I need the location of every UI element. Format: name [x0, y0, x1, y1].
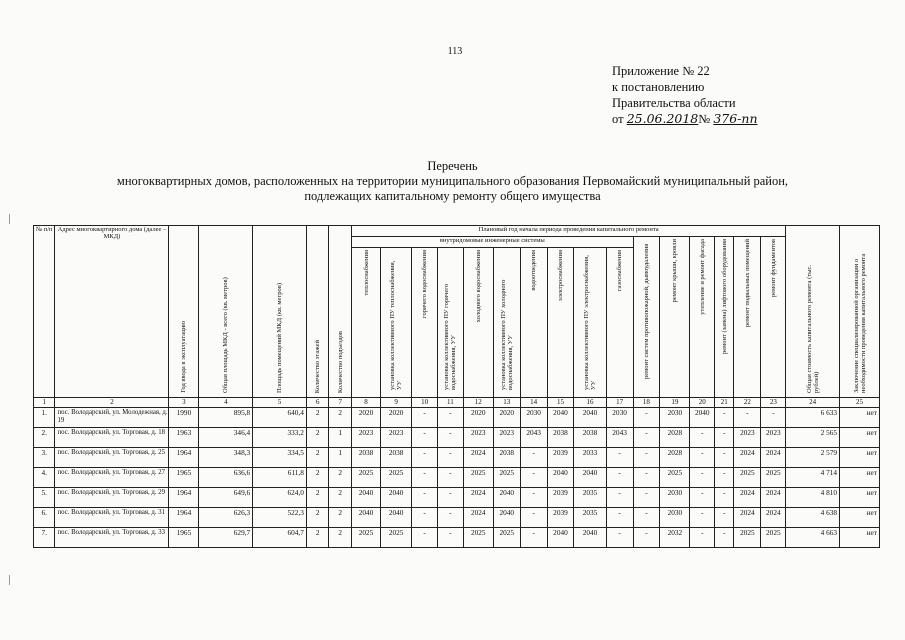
table-cell: 2043	[606, 428, 633, 448]
table-cell: 2038	[547, 428, 574, 448]
table-cell: 2028	[660, 428, 690, 448]
table-cell: 2040	[574, 468, 606, 488]
table-cell: 2025	[493, 528, 520, 548]
header-col-12: холодного водоснабжения	[474, 250, 482, 323]
address-cell: пос. Володарский, ул. Торговая, д. 29	[55, 488, 169, 508]
header-year: Год ввода в эксплуатацию	[180, 321, 188, 393]
header-col-22: ремонт подвальных помещений	[743, 239, 751, 328]
table-cell: 2020	[352, 408, 381, 428]
table-cell: -	[715, 448, 734, 468]
table-row	[34, 488, 880, 508]
table-cell: -	[606, 468, 633, 488]
table-cell: 2025	[352, 528, 381, 548]
table-cell: -	[761, 408, 786, 428]
table-body	[34, 398, 880, 548]
table-cell: 2 579	[786, 448, 840, 468]
annex-date: 25.06.2018	[626, 111, 699, 126]
table-cell: 604,7	[253, 528, 307, 548]
table-row	[34, 448, 880, 468]
table-cell: 2040	[352, 488, 381, 508]
annex-block	[612, 63, 758, 127]
table-cell: 2040	[574, 408, 606, 428]
column-number-cell: 13	[493, 398, 520, 408]
table-cell: -	[437, 448, 463, 468]
table-cell: 2038	[381, 448, 412, 468]
table-cell: 2025	[761, 468, 786, 488]
table-cell: -	[437, 468, 463, 488]
table-cell: -	[633, 408, 660, 428]
table-row	[34, 468, 880, 488]
table-cell: -	[690, 508, 715, 528]
header-col-13: установка коллективного ПУ холодного водоснабжения, УУ	[499, 279, 514, 390]
column-number-cell: 4	[199, 398, 253, 408]
table-cell: -	[715, 528, 734, 548]
table-cell: 334,5	[253, 448, 307, 468]
table-cell: 2	[306, 408, 329, 428]
table-cell: 2024	[761, 448, 786, 468]
header-address: Адрес многоквартирного дома (далее – МКД)	[55, 226, 169, 398]
table-cell: 2025	[761, 528, 786, 548]
table-cell: -	[520, 508, 547, 528]
table-cell: 2040	[493, 508, 520, 528]
table-cell: 2039	[547, 508, 574, 528]
table-cell: 624,0	[253, 488, 307, 508]
table-cell: -	[715, 468, 734, 488]
header-col-23: ремонт фундаментов	[769, 239, 777, 297]
table-cell: 2038	[493, 448, 520, 468]
table-cell: -	[412, 468, 438, 488]
table-cell: 7.	[34, 528, 55, 548]
page-number: 113	[447, 46, 463, 57]
header-conclusion: Заключение специализированной организации о необходимости проведения капитального ремонта	[852, 253, 867, 393]
column-number-row	[34, 398, 880, 408]
table-cell: -	[412, 508, 438, 528]
table-cell: 2020	[381, 408, 412, 428]
table-cell: -	[412, 488, 438, 508]
table-cell: 1990	[169, 408, 199, 428]
table-cell: -	[606, 528, 633, 548]
table-cell: -	[437, 408, 463, 428]
table-cell: 2025	[734, 468, 761, 488]
annex-number: 376-пп	[713, 111, 758, 126]
table-cell: 2025	[660, 468, 690, 488]
table-cell: 2	[306, 488, 329, 508]
table-cell: 629,7	[199, 528, 253, 548]
header-total-cost: Общая стоимость капитального ремонта (тыс. рублей)	[805, 265, 820, 393]
table-cell: 2	[329, 508, 352, 528]
header-floors: Количество этажей	[314, 339, 322, 393]
table-cell: -	[715, 488, 734, 508]
table-cell: 2040	[574, 528, 606, 548]
table-cell: 2030	[606, 408, 633, 428]
table-cell: -	[690, 488, 715, 508]
table-cell: -	[412, 408, 438, 428]
table-cell: 2025	[381, 528, 412, 548]
table-cell: -	[520, 488, 547, 508]
header-col-18: ремонт систем противопожарной, дымоудаления	[642, 243, 650, 379]
column-number-cell: 1	[34, 398, 55, 408]
table-cell: 2040	[352, 508, 381, 528]
header-col-14: водоотведения	[530, 250, 538, 291]
table-cell: 1965	[169, 528, 199, 548]
table-cell: 2020	[463, 408, 493, 428]
column-number-cell: 5	[253, 398, 307, 408]
table-cell: 636,6	[199, 468, 253, 488]
table-cell: -	[633, 528, 660, 548]
table-cell: 2024	[761, 508, 786, 528]
table-cell: нет	[840, 408, 880, 428]
header-col-9: установка коллективного ПУ теплоснабжения, УУ	[389, 260, 404, 390]
table-cell: 2 565	[786, 428, 840, 448]
table-cell: 2038	[574, 428, 606, 448]
table-cell: 2023	[352, 428, 381, 448]
table-cell: 2024	[734, 488, 761, 508]
column-number-cell: 11	[437, 398, 463, 408]
table-cell: 4 714	[786, 468, 840, 488]
table-cell: 1964	[169, 488, 199, 508]
table-cell: 6 633	[786, 408, 840, 428]
table-cell: -	[520, 448, 547, 468]
table-cell: -	[690, 448, 715, 468]
table-cell: 2023	[493, 428, 520, 448]
table-cell: -	[412, 528, 438, 548]
table-cell: нет	[840, 448, 880, 468]
table-cell: 1964	[169, 508, 199, 528]
column-number-cell: 22	[734, 398, 761, 408]
annex-number-label: №	[698, 112, 711, 126]
column-number-cell: 6	[306, 398, 329, 408]
column-number-cell: 2	[55, 398, 169, 408]
table-cell: 5.	[34, 488, 55, 508]
table-cell: -	[437, 508, 463, 528]
table-cell: 2033	[574, 448, 606, 468]
table-cell: -	[690, 468, 715, 488]
table-cell: 1965	[169, 468, 199, 488]
table-cell: 2040	[493, 488, 520, 508]
table-cell: 2023	[761, 428, 786, 448]
table-cell: 6.	[34, 508, 55, 528]
title-line-3: подлежащих капитальному ремонту общего имущества	[304, 189, 601, 203]
table-row	[34, 408, 880, 428]
annex-from-label: от	[612, 112, 624, 126]
table-cell: 2	[306, 508, 329, 528]
header-engineering-systems: внутридомовые инженерные системы	[352, 237, 633, 248]
table-cell: 626,3	[199, 508, 253, 528]
table-cell: 2024	[463, 488, 493, 508]
table-cell: -	[633, 448, 660, 468]
margin-mark	[9, 575, 10, 585]
table-cell: 2025	[381, 468, 412, 488]
table-cell: 2	[329, 408, 352, 428]
table-cell: 2023	[734, 428, 761, 448]
table-cell: 2025	[463, 528, 493, 548]
column-number-cell: 16	[574, 398, 606, 408]
table-cell: -	[633, 468, 660, 488]
column-number-cell: 3	[169, 398, 199, 408]
column-number-cell: 9	[381, 398, 412, 408]
table-cell: 4 638	[786, 508, 840, 528]
column-number-cell: 14	[520, 398, 547, 408]
table-cell: -	[690, 428, 715, 448]
table-cell: 2	[306, 468, 329, 488]
column-number-cell: 8	[352, 398, 381, 408]
header-area-rooms: Площадь помещений МКД (кв. метров)	[276, 283, 284, 393]
table-cell: 2039	[547, 488, 574, 508]
table-cell: 4 810	[786, 488, 840, 508]
address-cell: пос. Володарский, ул. Торговая, д. 33	[55, 528, 169, 548]
table-cell: 1	[329, 428, 352, 448]
table-cell: -	[606, 448, 633, 468]
annex-line-2: к постановлению	[612, 80, 705, 94]
table-cell: нет	[840, 508, 880, 528]
table-cell: 2040	[690, 408, 715, 428]
header-area-total: Общая площадь МКД - всего (кв. метров)	[222, 277, 230, 393]
table-cell: 2	[306, 448, 329, 468]
table-cell: -	[715, 428, 734, 448]
table-cell: -	[734, 408, 761, 428]
table-cell: 2	[329, 528, 352, 548]
annex-title: Приложение № 22	[612, 64, 710, 78]
address-cell: пос. Володарский, ул. Молодежная, д. 19	[55, 408, 169, 428]
document-title	[20, 159, 885, 204]
table-cell: 2024	[463, 508, 493, 528]
table-cell: 2.	[34, 428, 55, 448]
table-cell: 2030	[660, 488, 690, 508]
table-cell: 2040	[547, 468, 574, 488]
table-cell: -	[412, 448, 438, 468]
table-cell: 2030	[660, 408, 690, 428]
column-number-cell: 17	[606, 398, 633, 408]
table-cell: 1963	[169, 428, 199, 448]
table-cell: 649,6	[199, 488, 253, 508]
column-number-cell: 7	[329, 398, 352, 408]
table-cell: 2023	[381, 428, 412, 448]
table-cell: 2025	[493, 468, 520, 488]
address-cell: пос. Володарский, ул. Торговая, д. 25	[55, 448, 169, 468]
column-number-cell: 24	[786, 398, 840, 408]
table-cell: нет	[840, 468, 880, 488]
table-cell: -	[606, 488, 633, 508]
header-col-19: ремонт крыши, кровли	[671, 239, 679, 303]
column-number-cell: 23	[761, 398, 786, 408]
table-cell: 1.	[34, 408, 55, 428]
header-col-21: ремонт (замена) лифтового оборудования	[720, 239, 728, 354]
table-cell: 2020	[493, 408, 520, 428]
header-col-20: утепление и ремонт фасада	[698, 239, 706, 315]
table-cell: 2024	[463, 448, 493, 468]
annex-line-3: Правительства области	[612, 96, 736, 110]
address-cell: пос. Володарский, ул. Торговая, д. 31	[55, 508, 169, 528]
table-cell: -	[690, 528, 715, 548]
margin-mark	[9, 214, 10, 224]
table-cell: 2039	[547, 448, 574, 468]
table-cell: нет	[840, 488, 880, 508]
table-cell: 2024	[734, 448, 761, 468]
column-number-cell: 12	[463, 398, 493, 408]
title-line-2: многоквартирных домов, расположенных на территории муниципального образования Первомайский муниципальный район,	[116, 174, 789, 188]
header-col-17: газоснабжения	[616, 250, 624, 292]
table-cell: -	[437, 488, 463, 508]
table-cell: -	[437, 528, 463, 548]
table-cell: 2038	[352, 448, 381, 468]
table-cell: 2	[306, 528, 329, 548]
header-col-15: электроснабжения	[556, 250, 564, 302]
table-cell: 522,3	[253, 508, 307, 528]
column-number-cell: 21	[715, 398, 734, 408]
table-cell: 2032	[660, 528, 690, 548]
title-line-1: Перечень	[427, 159, 478, 173]
table-cell: -	[715, 508, 734, 528]
header-col-10: горячего водоснабжения	[421, 250, 429, 318]
table-cell: -	[437, 428, 463, 448]
table-cell: 2028	[660, 448, 690, 468]
table-cell: 2040	[381, 488, 412, 508]
table-cell: 346,4	[199, 428, 253, 448]
table-cell: 2025	[463, 468, 493, 488]
table-cell: 2030	[660, 508, 690, 528]
table-cell: 2035	[574, 508, 606, 528]
capital-repair-table	[33, 225, 880, 548]
table-cell: 4.	[34, 468, 55, 488]
column-number-cell: 20	[690, 398, 715, 408]
table-cell: 2035	[574, 488, 606, 508]
header-col-16: установка коллективного ПУ электроснабжения, УУ	[583, 255, 598, 390]
table-cell: -	[633, 508, 660, 528]
table-cell: -	[520, 528, 547, 548]
table-cell: 333,2	[253, 428, 307, 448]
header-num: № п/п	[34, 226, 55, 398]
table-row	[34, 508, 880, 528]
table-cell: -	[606, 508, 633, 528]
table-cell: нет	[840, 528, 880, 548]
address-cell: пос. Володарский, ул. Торговая, д. 18	[55, 428, 169, 448]
table-cell: 640,4	[253, 408, 307, 428]
column-number-cell: 19	[660, 398, 690, 408]
header-col-8: теплоснабжения	[362, 250, 370, 296]
table-cell: 611,8	[253, 468, 307, 488]
table-cell: 2040	[381, 508, 412, 528]
table-cell: -	[633, 428, 660, 448]
table-cell: 2	[306, 428, 329, 448]
table-cell: -	[520, 468, 547, 488]
table-cell: 2030	[520, 408, 547, 428]
column-number-cell: 18	[633, 398, 660, 408]
table-cell: 2	[329, 468, 352, 488]
table-cell: 2025	[734, 528, 761, 548]
column-number-cell: 15	[547, 398, 574, 408]
table-cell: -	[715, 408, 734, 428]
table-cell: нет	[840, 428, 880, 448]
table-cell: 2024	[734, 508, 761, 528]
table-cell: 2	[329, 488, 352, 508]
column-number-cell: 10	[412, 398, 438, 408]
table-cell: 2040	[547, 528, 574, 548]
table-cell: 895,8	[199, 408, 253, 428]
table-cell: 2025	[352, 468, 381, 488]
table-cell: 4 663	[786, 528, 840, 548]
table-cell: 348,3	[199, 448, 253, 468]
table-row	[34, 428, 880, 448]
table-cell: 3.	[34, 448, 55, 468]
table-cell: -	[633, 488, 660, 508]
address-cell: пос. Володарский, ул. Торговая, д. 27	[55, 468, 169, 488]
table-cell: 2040	[547, 408, 574, 428]
column-number-cell: 25	[840, 398, 880, 408]
table-cell: 1	[329, 448, 352, 468]
header-entrances: Количество подъездов	[336, 330, 344, 393]
annex-date-line	[612, 111, 758, 127]
table-cell: 2043	[520, 428, 547, 448]
table-cell: 1964	[169, 448, 199, 468]
table-cell: 2024	[761, 488, 786, 508]
header-col-11: установка коллективного ПУ горячего водоснабжения, УУ	[443, 283, 458, 390]
table-cell: -	[412, 428, 438, 448]
header-planned-year: Плановый год начала периода проведения капитального ремонта	[352, 226, 786, 237]
table-row	[34, 528, 880, 548]
table-cell: 2023	[463, 428, 493, 448]
